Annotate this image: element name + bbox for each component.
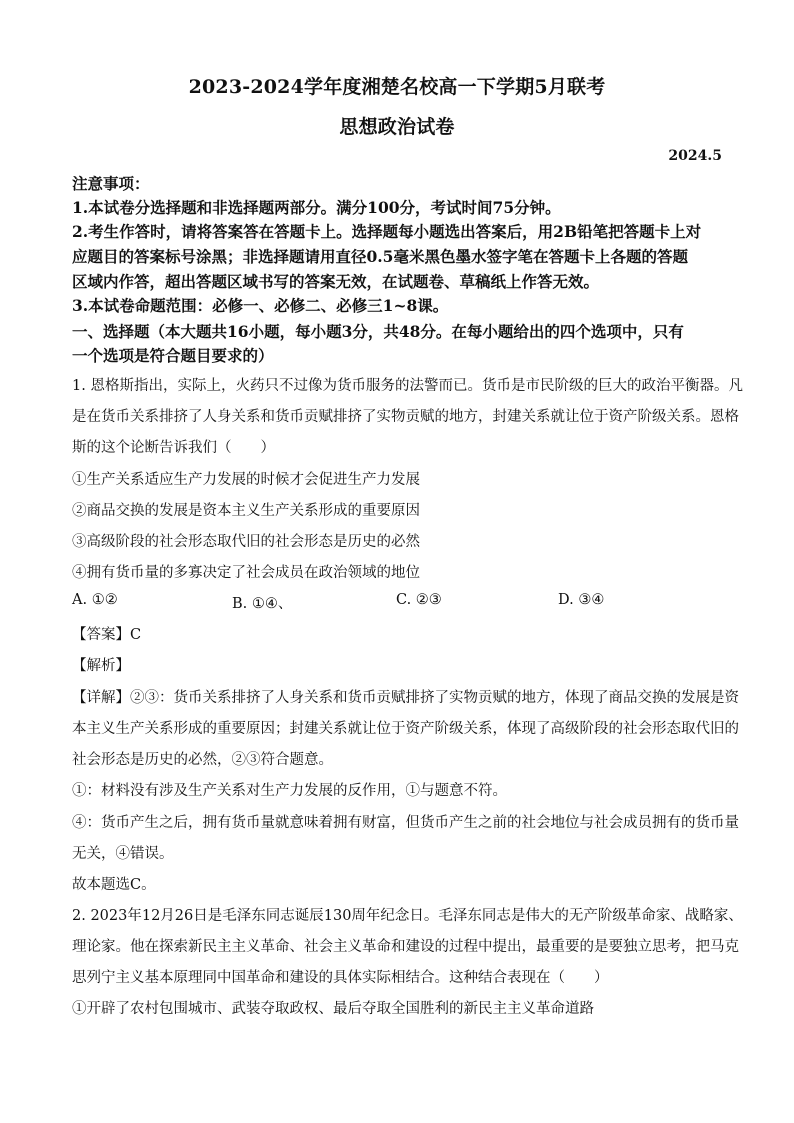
exam-subtitle: 思想政治试卷	[339, 116, 455, 138]
question-1-item: ④拥有货币量的多寡决定了社会成员在政治领域的地位	[72, 565, 420, 581]
option-b: B. ①④、	[232, 596, 293, 612]
question-1-stem: 是在货币关系排挤了人身关系和货币贡赋排挤了实物贡赋的地方，封建关系就让位于资产阶级关系。恩格	[72, 409, 739, 425]
detail-line: ④：货币产生之后，拥有货币量就意味着拥有财富，但货币产生之前的社会地位与社会成员拥有的货币量	[72, 815, 739, 831]
section-heading: 一个选项是符合题目要求的）	[72, 346, 274, 365]
detail-tag: 【详解】	[72, 690, 130, 706]
question-1-item: ②商品交换的发展是资本主义生产关系形成的重要原因	[72, 503, 420, 519]
detail-text: ②③：货币关系排挤了人身关系和货币贡赋排挤了实物贡赋的地方，体现了商品交换的发展是资	[130, 690, 739, 706]
option-a: A. ①②	[72, 592, 118, 608]
analysis-tag: 【解析】	[72, 658, 130, 674]
answer-value: C	[130, 627, 142, 643]
notes-heading: 注意事项：	[72, 174, 150, 193]
section-heading: 一、选择题（本大题共16小题，每小题3分，共48分。在每小题给出的四个选项中，只有	[72, 322, 684, 341]
exam-title: 2023-2024学年度湘楚名校高一下学期5月联考	[188, 76, 606, 98]
notes-line: 应题目的答案标号涂黑；非选择题请用直径0.5毫米黑色墨水签字笔在答题卡上各题的答题	[72, 247, 688, 266]
detail-line	[72, 686, 739, 707]
detail-line: 社会形态是历史的必然，②③符合题意。	[72, 752, 333, 768]
question-2-stem: 2. 2023年12月26日是毛泽东同志诞辰130周年纪念日。毛泽东同志是伟大的无产阶级革命家、战略家、	[72, 908, 743, 924]
detail-line: ①：材料没有涉及生产关系对生产力发展的反作用，①与题意不符。	[72, 783, 507, 799]
notes-line: 3.本试卷命题范围：必修一、必修二、必修三1~8课。	[72, 296, 449, 315]
question-1-stem: 斯的这个论断告诉我们（ ）	[72, 440, 275, 456]
option-d: D. ③④	[558, 592, 605, 608]
question-2-stem: 思列宁主义基本原理同中国革命和建设的具体实际相结合。这种结合表现在（ ）	[72, 970, 609, 986]
detail-line: 无关，④错误。	[72, 846, 174, 862]
detail-line: 本主义生产关系形成的重要原因；封建关系就让位于资产阶级关系，体现了高级阶段的社会形态取代旧的	[72, 721, 739, 737]
notes-line: 1.本试卷分选择题和非选择题两部分。满分100分，考试时间75分钟。	[72, 198, 561, 217]
exam-date: 2024.5	[668, 148, 722, 164]
question-2-stem: 理论家。他在探索新民主主义革命、社会主义革命和建设的过程中提出，最重要的是要独立思考，把马克	[72, 939, 739, 955]
answer-line	[72, 623, 732, 644]
detail-line: 故本题选C。	[72, 877, 156, 893]
question-2-item: ①开辟了农村包围城市、武装夺取政权、最后夺取全国胜利的新民主主义革命道路	[72, 1001, 594, 1017]
question-1-item: ③高级阶段的社会形态取代旧的社会形态是历史的必然	[72, 534, 420, 550]
notes-line: 区域内作答，超出答题区域书写的答案无效，在试题卷、草稿纸上作答无效。	[72, 272, 600, 291]
option-c: C. ②③	[396, 592, 442, 608]
question-1-item: ①生产关系适应生产力发展的时候才会促进生产力发展	[72, 472, 420, 488]
answer-tag: 【答案】	[72, 627, 130, 643]
question-1-stem: 1. 恩格斯指出，实际上，火药只不过像为货币服务的法警而已。货币是市民阶级的巨大的政治平衡器。凡	[72, 378, 743, 394]
notes-line: 2.考生作答时，请将答案答在答题卡上。选择题每小题选出答案后，用2B铅笔把答题卡上对	[72, 222, 702, 241]
